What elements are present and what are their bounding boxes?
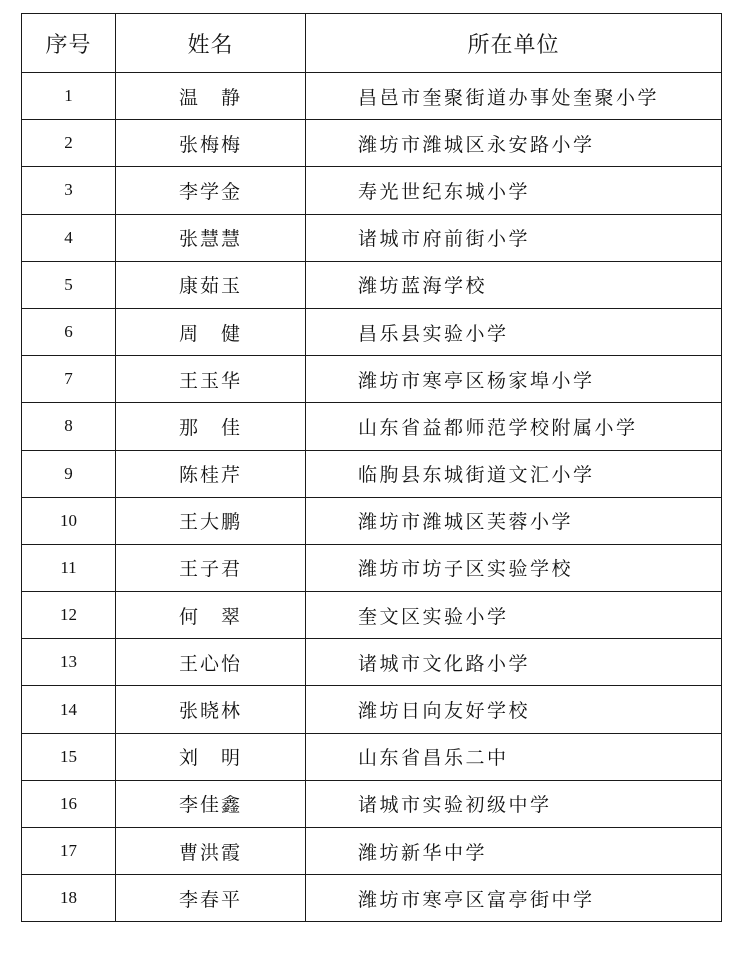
table-row (22, 403, 722, 450)
cell-serial-number: 8 (22, 403, 116, 450)
cell-unit: 潍坊新华中学 (306, 828, 722, 875)
cell-serial-number: 2 (22, 120, 116, 167)
table-row (22, 214, 722, 261)
cell-name: 李春平 (116, 875, 306, 922)
header-serial-number: 序号 (22, 14, 116, 73)
cell-serial-number: 4 (22, 214, 116, 261)
cell-serial-number: 15 (22, 733, 116, 780)
cell-unit: 诸城市府前街小学 (306, 214, 722, 261)
cell-serial-number: 1 (22, 73, 116, 120)
cell-unit: 昌邑市奎聚街道办事处奎聚小学 (306, 73, 722, 120)
roster-table-container (21, 13, 721, 922)
cell-serial-number: 14 (22, 686, 116, 733)
table-row (22, 686, 722, 733)
cell-name: 曹洪霞 (116, 828, 306, 875)
table-row (22, 780, 722, 827)
table-row (22, 120, 722, 167)
cell-serial-number: 9 (22, 450, 116, 497)
table-header-row (22, 14, 722, 73)
cell-name: 那 佳 (116, 403, 306, 450)
cell-name: 刘 明 (116, 733, 306, 780)
cell-unit: 潍坊市潍城区永安路小学 (306, 120, 722, 167)
cell-serial-number: 6 (22, 308, 116, 355)
cell-name: 张梅梅 (116, 120, 306, 167)
cell-unit: 寿光世纪东城小学 (306, 167, 722, 214)
cell-name: 张晓林 (116, 686, 306, 733)
table-row (22, 450, 722, 497)
table-row (22, 875, 722, 922)
table-row (22, 828, 722, 875)
cell-unit: 潍坊市潍城区芙蓉小学 (306, 497, 722, 544)
roster-table (21, 13, 722, 922)
cell-unit: 山东省益都师范学校附属小学 (306, 403, 722, 450)
table-row (22, 497, 722, 544)
cell-name: 周 健 (116, 308, 306, 355)
cell-serial-number: 5 (22, 261, 116, 308)
cell-name: 何 翠 (116, 592, 306, 639)
cell-unit: 潍坊市寒亭区杨家埠小学 (306, 356, 722, 403)
cell-unit: 临朐县东城街道文汇小学 (306, 450, 722, 497)
cell-serial-number: 3 (22, 167, 116, 214)
cell-name: 李佳鑫 (116, 780, 306, 827)
cell-name: 康茹玉 (116, 261, 306, 308)
header-name: 姓名 (116, 14, 306, 73)
cell-serial-number: 10 (22, 497, 116, 544)
cell-name: 温 静 (116, 73, 306, 120)
cell-name: 李学金 (116, 167, 306, 214)
cell-name: 王心怡 (116, 639, 306, 686)
cell-name: 王大鹏 (116, 497, 306, 544)
cell-unit: 诸城市实验初级中学 (306, 780, 722, 827)
table-row (22, 639, 722, 686)
cell-name: 王玉华 (116, 356, 306, 403)
cell-unit: 潍坊市坊子区实验学校 (306, 544, 722, 591)
cell-unit: 潍坊市寒亭区富亭街中学 (306, 875, 722, 922)
header-unit: 所在单位 (306, 14, 722, 73)
table-row (22, 261, 722, 308)
cell-serial-number: 7 (22, 356, 116, 403)
cell-serial-number: 13 (22, 639, 116, 686)
table-row (22, 356, 722, 403)
table-body (22, 73, 722, 922)
cell-unit: 昌乐县实验小学 (306, 308, 722, 355)
cell-name: 张慧慧 (116, 214, 306, 261)
table-row (22, 733, 722, 780)
table-row (22, 308, 722, 355)
cell-name: 陈桂芹 (116, 450, 306, 497)
cell-serial-number: 17 (22, 828, 116, 875)
table-row (22, 167, 722, 214)
cell-serial-number: 18 (22, 875, 116, 922)
table-row (22, 592, 722, 639)
cell-unit: 山东省昌乐二中 (306, 733, 722, 780)
cell-unit: 潍坊蓝海学校 (306, 261, 722, 308)
table-row (22, 544, 722, 591)
table-row (22, 73, 722, 120)
cell-serial-number: 12 (22, 592, 116, 639)
cell-unit: 诸城市文化路小学 (306, 639, 722, 686)
cell-serial-number: 16 (22, 780, 116, 827)
cell-serial-number: 11 (22, 544, 116, 591)
cell-name: 王子君 (116, 544, 306, 591)
cell-unit: 潍坊日向友好学校 (306, 686, 722, 733)
cell-unit: 奎文区实验小学 (306, 592, 722, 639)
